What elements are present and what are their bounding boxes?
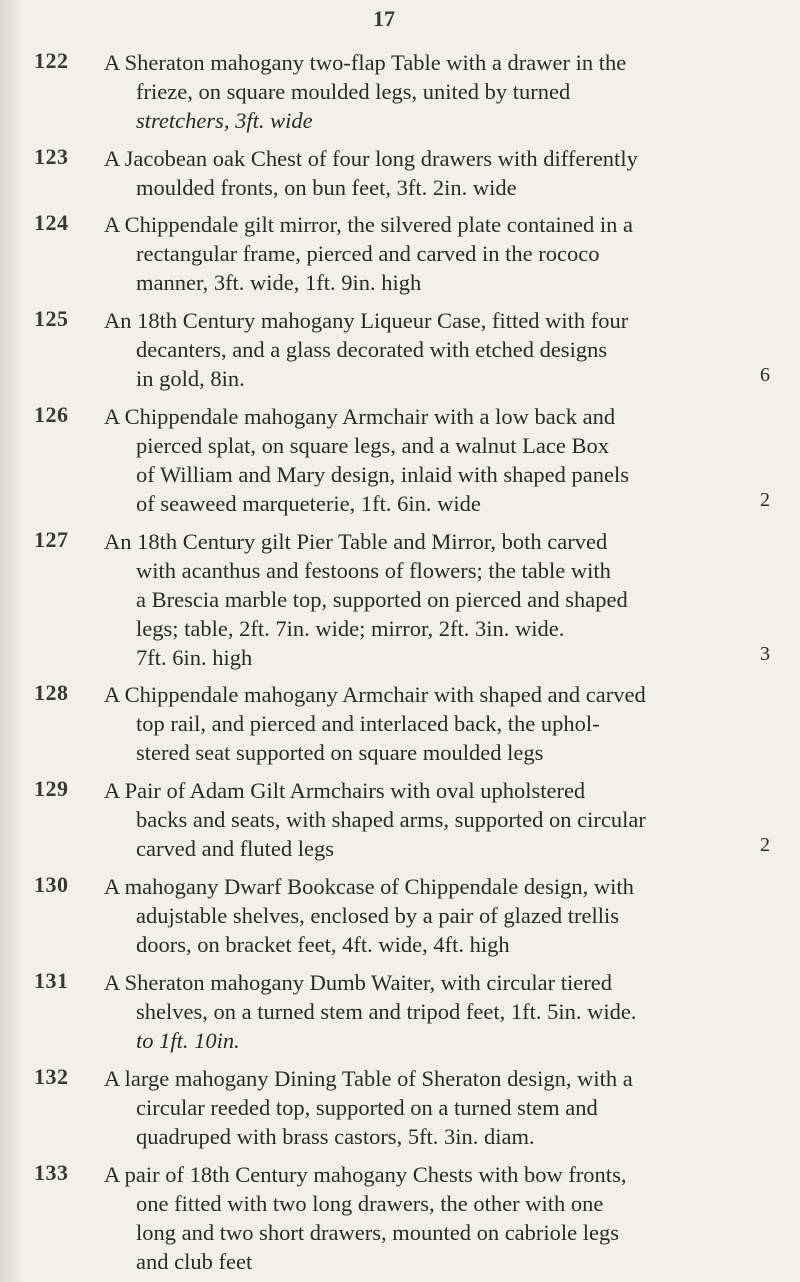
lot-line: rectangular frame, pierced and carved in the rococo xyxy=(136,241,600,266)
lot-description xyxy=(104,48,770,135)
page-number: 17 xyxy=(373,6,395,31)
lot-line: moulded fronts, on bun feet, 3ft. 2in. wide xyxy=(136,175,517,200)
lot-quantity: 2 xyxy=(760,489,770,511)
lot-line: manner, 3ft. wide, 1ft. 9in. high xyxy=(136,270,422,295)
lot-line: An 18th Century gilt Pier Table and Mirror, both carved xyxy=(104,529,608,554)
lot-number: 122 xyxy=(34,48,69,73)
lot-line: long and two short drawers, mounted on cabriole legs xyxy=(136,1220,620,1245)
lot-description xyxy=(104,680,770,767)
lot-description xyxy=(104,1064,770,1151)
lot-line: backs and seats, with shaped arms, supported on circular xyxy=(136,807,646,832)
lot-line: a Brescia marble top, supported on pierced and shaped xyxy=(136,587,628,612)
lot-line: circular reeded top, supported on a turned stem and xyxy=(136,1095,598,1120)
lot-line: A Chippendale mahogany Armchair with shaped and carved xyxy=(104,682,646,707)
lot-line: stered seat supported on square moulded legs xyxy=(136,740,544,765)
lot-description xyxy=(104,1160,770,1276)
lot-quantity: 2 xyxy=(760,834,770,856)
lot-line: An 18th Century mahogany Liqueur Case, fitted with four xyxy=(104,308,629,333)
lot-description xyxy=(104,776,770,863)
lot-line: doors, on bracket feet, 4ft. wide, 4ft. high xyxy=(136,932,510,957)
lot-description xyxy=(104,527,770,672)
lot-line: A Chippendale gilt mirror, the silvered plate contained in a xyxy=(104,212,633,237)
lot-line: top rail, and pierced and interlaced back, the uphol- xyxy=(136,711,600,736)
lot-line: pierced splat, on square legs, and a walnut Lace Box xyxy=(136,433,609,458)
lot-description xyxy=(104,210,770,297)
lot-line: quadruped with brass castors, 5ft. 3in. diam. xyxy=(136,1124,535,1149)
lot-line: frieze, on square moulded legs, united by turned xyxy=(136,79,571,104)
lot-line: adujstable shelves, enclosed by a pair of glazed trellis xyxy=(136,903,619,928)
lot-quantity: 3 xyxy=(760,643,770,665)
lot-number: 131 xyxy=(34,968,69,993)
lot-line: A Jacobean oak Chest of four long drawers with differently xyxy=(104,146,638,171)
lot-line: stretchers, 3ft. wide xyxy=(136,108,313,133)
lot-line: of William and Mary design, inlaid with shaped panels xyxy=(136,462,629,487)
lot-line: A Chippendale mahogany Armchair with a low back and xyxy=(104,404,616,429)
lot-line: 7ft. 6in. high xyxy=(136,645,253,670)
lot-line: with acanthus and festoons of flowers; the table with xyxy=(136,558,611,583)
lot-line: A pair of 18th Century mahogany Chests with bow fronts, xyxy=(104,1162,627,1187)
lot-line: legs; table, 2ft. 7in. wide; mirror, 2ft. 3in. wide. xyxy=(136,616,565,641)
lot-line: and club feet xyxy=(136,1249,253,1274)
lot-number: 132 xyxy=(34,1064,69,1089)
lot-line: A Pair of Adam Gilt Armchairs with oval upholstered xyxy=(104,778,586,803)
lot-description xyxy=(104,144,770,202)
lot-number: 124 xyxy=(34,210,69,235)
lot-line: in gold, 8in. xyxy=(136,366,245,391)
lot-line: of seaweed marqueterie, 1ft. 6in. wide xyxy=(136,491,481,516)
lot-quantity: 6 xyxy=(760,364,770,386)
lot-line: A large mahogany Dining Table of Sheraton design, with a xyxy=(104,1066,633,1091)
lot-number: 128 xyxy=(34,680,69,705)
lot-line: decanters, and a glass decorated with etched designs xyxy=(136,337,608,362)
lot-description xyxy=(104,968,770,1055)
lot-line: one fitted with two long drawers, the other with one xyxy=(136,1191,604,1216)
lot-description xyxy=(104,306,770,393)
lot-number: 123 xyxy=(34,144,69,169)
lot-number: 127 xyxy=(34,527,69,552)
lot-line: shelves, on a turned stem and tripod feet, 1ft. 5in. wide. xyxy=(136,999,637,1024)
lot-number: 130 xyxy=(34,872,69,897)
lot-description xyxy=(104,402,770,518)
lot-description xyxy=(104,872,770,959)
lot-number: 129 xyxy=(34,776,69,801)
lot-number: 125 xyxy=(34,306,69,331)
lot-number: 133 xyxy=(34,1160,69,1185)
scan-shadow xyxy=(0,0,24,1282)
lot-line: A Sheraton mahogany two-flap Table with a drawer in the xyxy=(104,50,627,75)
lot-line: to 1ft. 10in. xyxy=(136,1028,240,1053)
lot-line: A mahogany Dwarf Bookcase of Chippendale design, with xyxy=(104,874,634,899)
lot-line: carved and fluted legs xyxy=(136,836,335,861)
lot-line: A Sheraton mahogany Dumb Waiter, with circular tiered xyxy=(104,970,612,995)
lot-number: 126 xyxy=(34,402,69,427)
